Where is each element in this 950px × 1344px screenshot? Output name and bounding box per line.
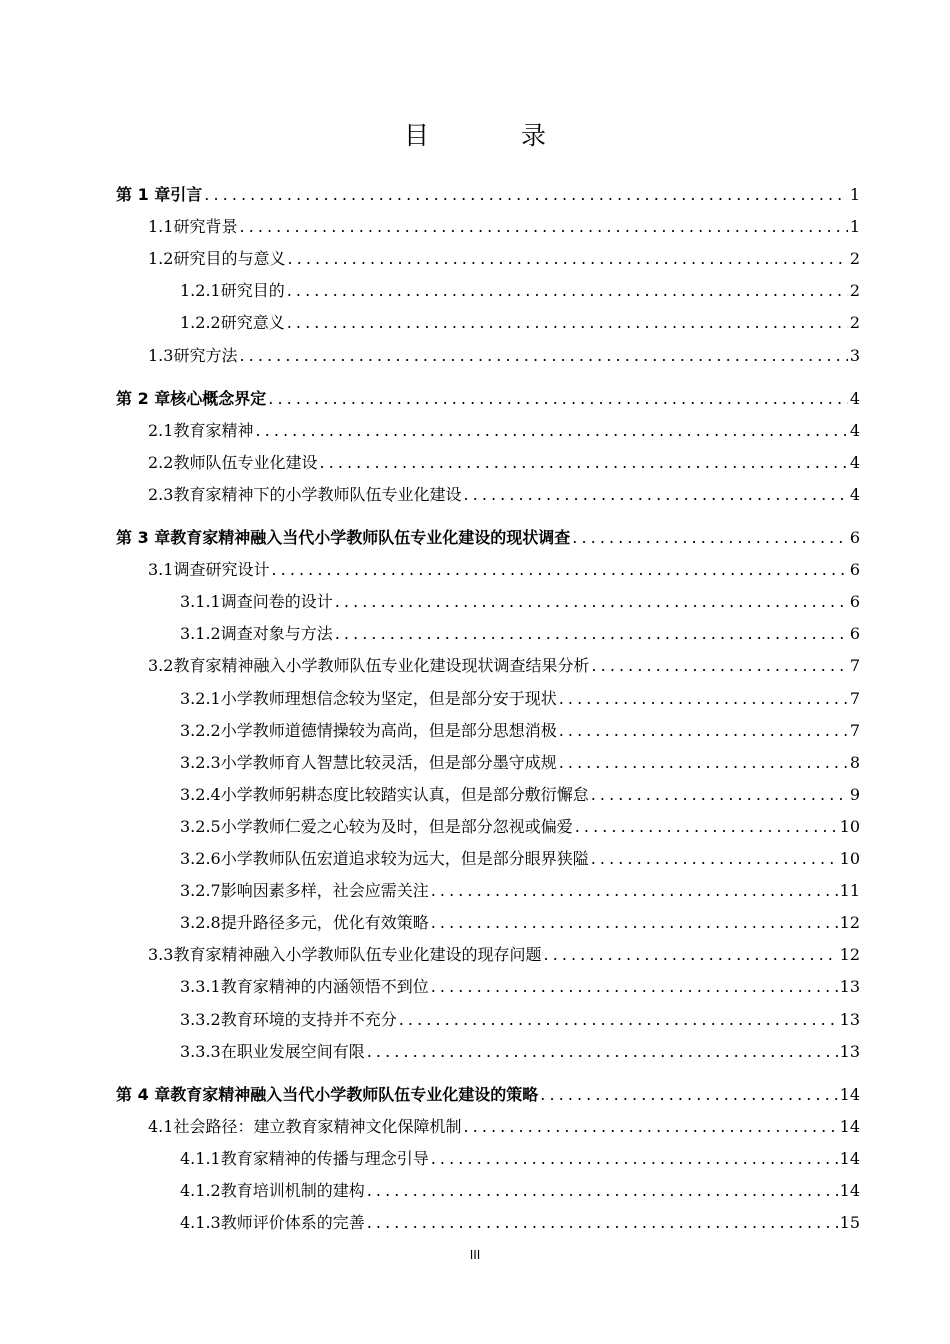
toc-leader-dots <box>204 183 848 207</box>
toc-entry-number: 1.2 <box>148 249 174 269</box>
toc-leader-dots <box>367 1211 838 1235</box>
toc-leader-dots <box>540 1083 837 1107</box>
toc-leader-dots <box>575 815 838 839</box>
toc-entry-label: 社会路径：建立教育家精神文化保障机制 <box>173 1116 462 1136</box>
toc-leader-dots <box>287 279 848 303</box>
toc-entry-number: 3.1.2 <box>180 624 221 644</box>
toc-entry-number: 4.1.2 <box>180 1181 221 1200</box>
toc-entry[interactable] <box>116 1083 860 1107</box>
toc-entry[interactable] <box>180 590 860 614</box>
toc-entry[interactable] <box>180 1211 860 1235</box>
toc-entry-number: 3.3.2 <box>180 1009 221 1029</box>
toc-entry-label: 教育家精神融入当代小学教师队伍专业化建设的现状调查 <box>170 528 571 547</box>
toc-entry-number: 3.2.8 <box>180 913 221 933</box>
toc-entry[interactable] <box>148 419 860 443</box>
toc-entry[interactable] <box>180 622 860 646</box>
toc-entry[interactable] <box>180 975 860 999</box>
toc-entry-page: 4 <box>849 388 860 408</box>
toc-entry-page: 6 <box>849 528 860 547</box>
toc-leader-dots <box>431 975 838 999</box>
toc-entry-label: 调查研究设计 <box>173 560 270 580</box>
toc-entry[interactable] <box>148 1115 860 1139</box>
toc-entry-page: 14 <box>839 1084 860 1104</box>
toc-leader-dots <box>287 311 848 335</box>
toc-leader-dots <box>591 783 848 807</box>
toc-entry-page: 8 <box>849 752 860 772</box>
toc-entry-label: 调查对象与方法 <box>220 624 333 644</box>
toc-leader-dots <box>431 911 838 935</box>
toc-entry-page: 3 <box>849 345 860 365</box>
toc-entry-page: 10 <box>839 849 860 868</box>
toc-entry-number: 2.3 <box>148 484 174 504</box>
toc-entry-page: 7 <box>849 656 860 676</box>
toc-entry-label: 小学教师仁爱之心较为及时，但是部分忽视或偏爱 <box>220 816 573 836</box>
toc-entry-label: 研究目的与意义 <box>173 249 286 269</box>
toc-entry-label: 研究目的 <box>220 281 285 301</box>
toc-entry[interactable] <box>148 558 860 582</box>
toc-leader-dots <box>463 1115 837 1139</box>
toc-entry-number: 1.2.1 <box>180 281 221 301</box>
toc-entry[interactable] <box>180 751 860 775</box>
toc-entry-number: 4.1 <box>148 1116 174 1136</box>
toc-entry-label: 核心概念界定 <box>170 388 267 408</box>
page-number-footer: III <box>469 1248 481 1262</box>
toc-entry-number: 3.3.1 <box>180 977 221 997</box>
toc-entry-number: 4.1.1 <box>180 1148 221 1168</box>
toc-entry[interactable] <box>180 1147 860 1171</box>
toc-entry-number: 3.2.4 <box>180 784 221 804</box>
toc-entry[interactable] <box>180 847 860 871</box>
toc-entry[interactable] <box>148 247 860 271</box>
toc-entry-number: 3.2.1 <box>180 688 221 708</box>
toc-leader-dots <box>367 1179 838 1203</box>
toc-entry-label: 教育培训机制的建构 <box>220 1181 365 1200</box>
toc-leader-dots <box>431 1147 838 1171</box>
toc-entry-page: 7 <box>849 688 860 708</box>
toc-entry[interactable] <box>180 1040 860 1064</box>
toc-leader-dots <box>335 622 848 646</box>
toc-entry-page: 13 <box>839 1009 860 1029</box>
toc-entry-page: 2 <box>849 281 860 301</box>
toc-entry-number: 1.1 <box>148 217 174 237</box>
toc-entry-page: 13 <box>839 1041 860 1061</box>
toc-entry[interactable] <box>148 943 860 967</box>
toc-entry-label: 教育家精神融入小学教师队伍专业化建设的现存问题 <box>173 945 542 965</box>
toc-entry-page: 12 <box>839 945 860 965</box>
toc-entry-page: 2 <box>849 313 860 333</box>
toc-entry-page: 4 <box>849 452 860 472</box>
toc-entry-page: 14 <box>839 1148 860 1168</box>
toc-entry[interactable] <box>148 451 860 475</box>
toc-entry-page: 1 <box>849 185 860 204</box>
toc-entry-page: 11 <box>839 881 860 901</box>
toc-entry-number: 第 3 章 <box>116 528 171 547</box>
toc-entry-label: 教育家精神的内涵领悟不到位 <box>220 977 429 997</box>
toc-entry-page: 1 <box>849 217 860 237</box>
toc-entry-label: 小学教师道德情操较为高尚，但是部分思想消极 <box>220 720 557 740</box>
toc-entry-label: 研究意义 <box>220 313 285 333</box>
toc-entry-label: 教育家精神 <box>173 420 254 440</box>
toc-entry[interactable] <box>148 654 860 678</box>
toc-leader-dots <box>559 687 848 711</box>
toc-entry-page: 6 <box>849 560 860 580</box>
toc-entry-number: 3.3.3 <box>180 1041 221 1061</box>
toc-leader-dots <box>559 751 848 775</box>
toc-entry-label: 教育家精神的传播与理念引导 <box>220 1148 429 1168</box>
toc-entry-number: 3.2 <box>148 656 174 676</box>
toc-entry-page: 6 <box>849 624 860 644</box>
toc-entry-page: 14 <box>839 1181 860 1200</box>
toc-leader-dots <box>268 387 848 411</box>
toc-entry[interactable] <box>116 387 860 411</box>
toc-entry-label: 小学教师躬耕态度比较踏实认真，但是部分敷衍懈怠 <box>220 784 589 804</box>
toc-leader-dots <box>239 344 847 368</box>
toc-entry-label: 研究方法 <box>173 345 238 365</box>
toc-entry-label: 教育家精神融入小学教师队伍专业化建设现状调查结果分析 <box>173 656 590 676</box>
toc-entry-page: 4 <box>849 484 860 504</box>
toc-leader-dots <box>399 1008 838 1032</box>
toc-leader-dots <box>463 483 847 507</box>
toc-entry-page: 9 <box>849 784 860 804</box>
toc-entry-number: 3.2.6 <box>180 849 221 868</box>
toc-entry[interactable] <box>180 719 860 743</box>
toc-entry[interactable] <box>180 687 860 711</box>
toc-entry-label: 教育家精神下的小学教师队伍专业化建设 <box>173 484 462 504</box>
toc-entry-number: 3.2.5 <box>180 816 221 836</box>
toc-entry-label: 教师队伍专业化建设 <box>173 452 318 472</box>
toc-entry[interactable] <box>116 526 860 550</box>
toc-leader-dots <box>591 654 847 678</box>
toc-entry-page: 7 <box>849 720 860 740</box>
toc-entry-label: 在职业发展空间有限 <box>220 1041 365 1061</box>
toc-leader-dots <box>239 215 847 239</box>
page-title: 目 录 <box>404 121 588 150</box>
toc-leader-dots <box>591 847 838 871</box>
toc-leader-dots <box>431 879 838 903</box>
toc-entry-number: 3.2.2 <box>180 720 221 740</box>
toc-entry-page: 4 <box>849 420 860 440</box>
toc-entry-number: 3.2.3 <box>180 752 221 772</box>
toc-entry-page: 2 <box>849 249 860 269</box>
toc-entry[interactable] <box>148 344 860 368</box>
toc-entry-label: 小学教师队伍宏道追求较为远大，但是部分眼界狭隘 <box>220 849 589 868</box>
toc-leader-dots <box>319 451 847 475</box>
toc-entry-page: 14 <box>839 1116 860 1136</box>
toc-entry-page: 13 <box>839 977 860 997</box>
toc-leader-dots <box>287 247 847 271</box>
toc-entry-number: 4.1.3 <box>180 1213 221 1233</box>
toc-leader-dots <box>543 943 837 967</box>
toc-entry-number: 第 2 章 <box>116 388 171 408</box>
toc-entry-label: 研究背景 <box>173 217 238 237</box>
toc-entry-number: 第 4 章 <box>116 1084 171 1104</box>
toc-entry[interactable] <box>180 1008 860 1032</box>
toc-entry-number: 1.2.2 <box>180 313 221 333</box>
toc-entry-page: 6 <box>849 592 860 612</box>
toc-entry-label: 小学教师育人智慧比较灵活，但是部分墨守成规 <box>220 752 557 772</box>
toc-entry-number: 3.1.1 <box>180 592 221 612</box>
toc-entry-page: 15 <box>839 1213 860 1233</box>
toc-entry[interactable] <box>180 783 860 807</box>
toc-leader-dots <box>559 719 848 743</box>
toc-entry-label: 教育环境的支持并不充分 <box>220 1009 397 1029</box>
toc-entry-page: 12 <box>839 913 860 933</box>
toc-entry-number: 第 1 章 <box>116 185 171 204</box>
toc-entry-label: 小学教师理想信念较为坚定，但是部分安于现状 <box>220 688 557 708</box>
toc-leader-dots <box>255 419 847 443</box>
toc-entry[interactable] <box>148 483 860 507</box>
toc-entry-number: 3.1 <box>148 560 174 580</box>
toc-entry-number: 3.2.7 <box>180 881 221 901</box>
toc-entry-label: 提升路径多元，优化有效策略 <box>220 913 429 933</box>
toc-entry[interactable] <box>116 183 860 207</box>
toc-entry-label: 教师评价体系的完善 <box>220 1213 365 1233</box>
toc-entry[interactable] <box>180 879 860 903</box>
toc-entry-label: 调查问卷的设计 <box>220 592 333 612</box>
toc-entry-page: 10 <box>839 816 860 836</box>
toc-leader-dots <box>271 558 847 582</box>
toc-entry-number: 2.1 <box>148 420 174 440</box>
toc-leader-dots <box>335 590 848 614</box>
toc-entry-label: 引言 <box>170 185 203 204</box>
toc-leader-dots <box>572 526 848 550</box>
toc-entry-number: 3.3 <box>148 945 174 965</box>
toc-leader-dots <box>367 1040 838 1064</box>
toc-entry-number: 2.2 <box>148 452 174 472</box>
toc-entry[interactable] <box>180 1179 860 1203</box>
toc-entry[interactable] <box>148 215 860 239</box>
toc-entry-label: 影响因素多样，社会应需关注 <box>220 881 429 901</box>
toc-entry[interactable] <box>180 911 860 935</box>
toc-entry-label: 教育家精神融入当代小学教师队伍专业化建设的策略 <box>170 1084 539 1104</box>
toc-entry-number: 1.3 <box>148 345 174 365</box>
toc-entry[interactable] <box>180 279 860 303</box>
toc-entry[interactable] <box>180 815 860 839</box>
toc-entry[interactable] <box>180 311 860 335</box>
